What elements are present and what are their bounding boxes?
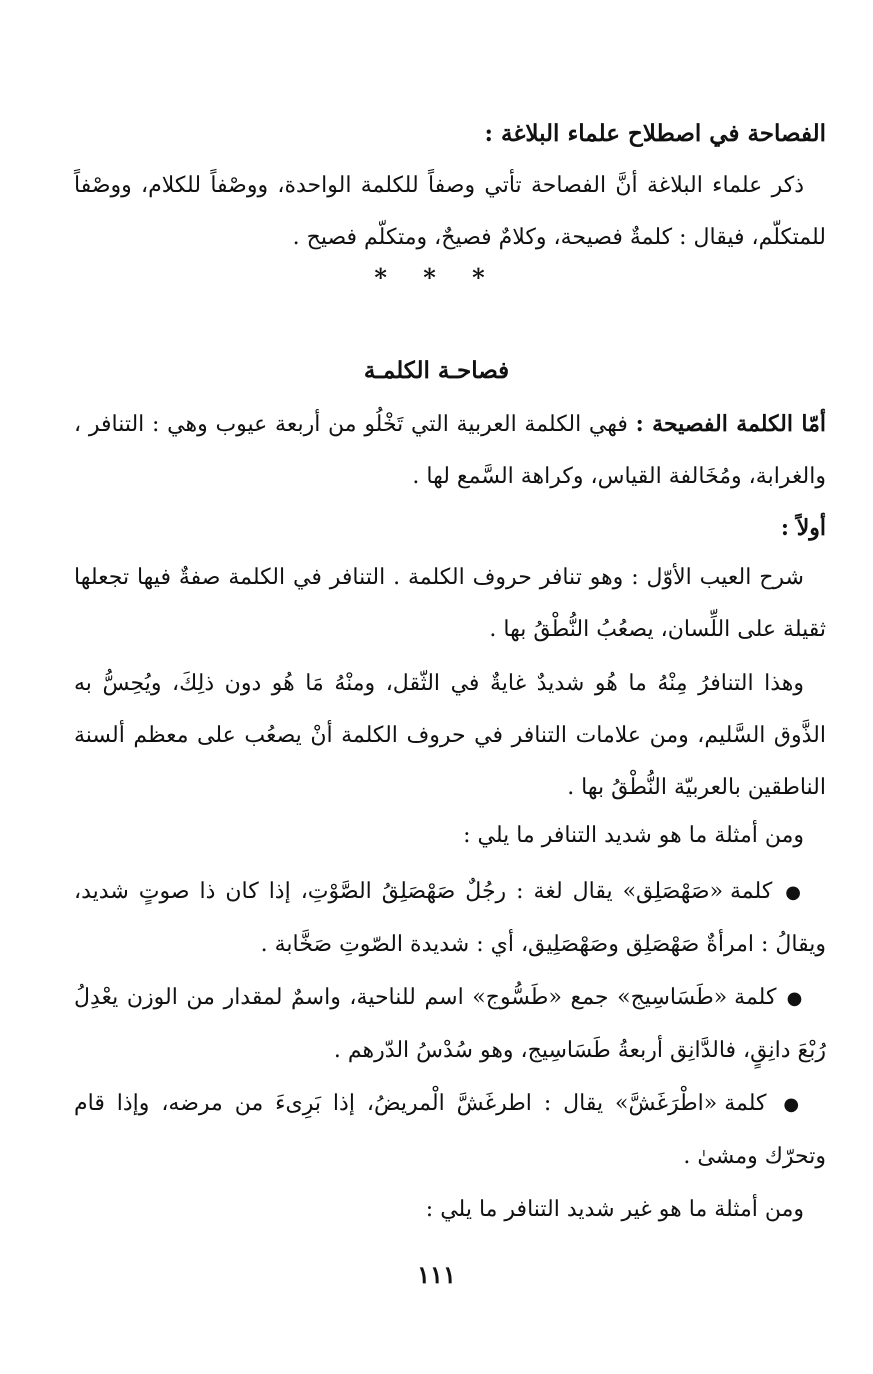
section-title: فصاحـة الكلمـة <box>363 357 510 384</box>
paragraph-first-defect <box>74 552 826 656</box>
definition-text: فهي الكلمة العربية التي تَخْلُو من أربعة عيوب وهي : التنافر ، والغرابة، ومُخَالفة القياس، وكراهة السَّمع لها . <box>74 412 826 489</box>
examples-intro-severe <box>74 810 826 862</box>
definition-paragraph <box>74 398 826 503</box>
section-heading: الفصاحة في اصطلاح علماء البلاغة : <box>484 120 826 147</box>
list-item-text: كلمة «طَسَاسِيج» جمع «طَسُّوج» اسم للناحية، واسمٌ لمقدار من الوزن يعْدِلُ رُبْعَ دانِقٍ، فالدَّانِق أربعةُ طَسَاسِيج، وهو سُدْسُ الدّرهم . <box>74 985 826 1063</box>
paragraph-first-defect-text: شرح العيب الأوّل : وهو تنافر حروف الكلمة . التنافر في الكلمة صفةٌ فيها تجعلها ثقيلة على اللِّسان، يصعُبُ النُّطْقُ بها . <box>74 565 826 642</box>
list-item-text: كلمة «صَهْصَلِق» يقال لغة : رجُلٌ صَهْصَلِقُ الصَّوْتِ، إذا كان ذا صوتٍ شديد، ويقالُ : امرأةٌ صَهْصَلِق وصَهْصَلِيق، أي : شديدة الصّوتِ صَخَّابة . <box>74 879 826 957</box>
asterisk-separator: * * * <box>374 263 499 292</box>
examples-intro-severe-text: ومن أمثلة ما هو شديد التنافر ما يلي : <box>463 823 804 848</box>
paragraph-severity-text: وهذا التنافرُ مِنْهُ ما هُو شديدٌ غايةٌ في الثّقل، ومنْهُ مَا هُو دون ذلِكَ، ويُحِسُّ به الذَّوق السَّليم، ومن علامات التنافر في حروف الكلمة أنْ يصعُب على معظم ألسنة الناطقين بالعربيّة النُّطْقُ بها . <box>74 671 826 800</box>
list-item <box>74 866 826 971</box>
examples-intro-mild-text: ومن أمثلة ما هو غير شديد التنافر ما يلي : <box>425 1197 804 1222</box>
examples-intro-mild <box>74 1184 826 1236</box>
list-item <box>74 972 826 1077</box>
page-number: ١١١ <box>417 1260 456 1289</box>
bullet-icon: ● <box>778 1094 804 1115</box>
bullet-icon: ● <box>782 882 804 903</box>
intro-text: ذكر علماء البلاغة أنَّ الفصاحة تأتي وصفاً للكلمة الواحدة، ووصْفاً للكلام، ووصْفاً للمتكلّم، فيقال : كلمةٌ فصيحة، وكلامٌ فصيحٌ، ومتكلّم فصيح . <box>74 173 826 250</box>
list-item <box>74 1078 826 1183</box>
list-item-text: كلمة «اطْرَغَشَّ» يقال : اطرغَشَّ الْمريضُ، إذا بَرِىءَ من مرضه، وإذا قام وتحرّك ومشىٰ . <box>74 1091 826 1169</box>
paragraph-severity <box>74 658 826 814</box>
intro-paragraph <box>74 160 826 264</box>
bullet-icon: ● <box>785 988 804 1009</box>
definition-lead: أمّا الكلمة الفصيحة : <box>635 411 827 437</box>
first-label: أولاً : <box>780 515 826 541</box>
